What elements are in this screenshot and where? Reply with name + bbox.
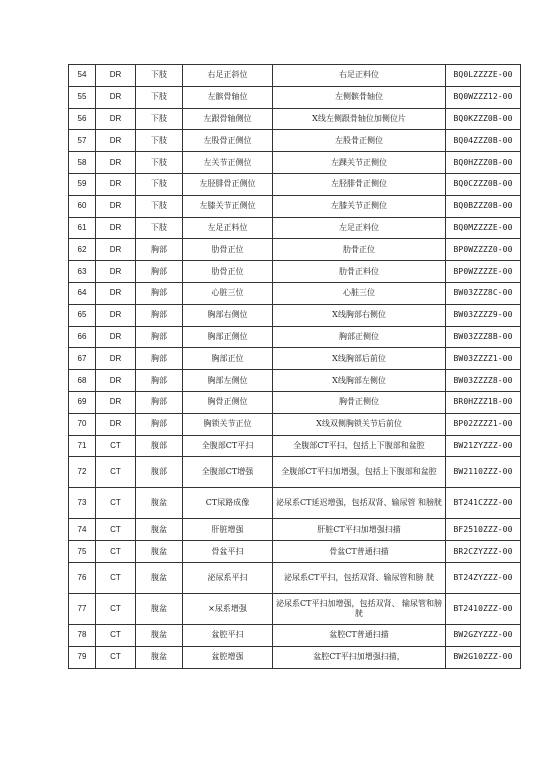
table-row — [69, 457, 521, 488]
modality-cell: DR — [96, 173, 136, 195]
exam-name-cell: 肝脏增强 — [183, 519, 273, 541]
exam-name-cell: 盆腔增强 — [183, 646, 273, 668]
body-part-cell: 胸部 — [136, 282, 183, 304]
exam-description-cell: 左膝关节正侧位 — [273, 195, 446, 217]
exam-code-cell: BQ0LZZZZE-00 — [446, 65, 521, 87]
table-row — [69, 326, 521, 348]
modality-cell: DR — [96, 86, 136, 108]
exam-description-cell: 肝脏CT平扫加增强扫描 — [273, 519, 446, 541]
exam-name-cell: ×尿系增强 — [183, 593, 273, 624]
table-row — [69, 519, 521, 541]
body-part-cell: 下肢 — [136, 152, 183, 174]
table-row — [69, 391, 521, 413]
body-part-cell: 胸部 — [136, 261, 183, 283]
exam-description-cell: X线双侧胸锁关节后前位 — [273, 413, 446, 435]
body-part-cell: 腹盆 — [136, 562, 183, 593]
exam-description-cell: 盆腔CT普通扫描 — [273, 624, 446, 646]
modality-cell: DR — [96, 195, 136, 217]
exam-name-cell: 左髌骨轴位 — [183, 86, 273, 108]
exam-code-cell: BW21ZYZZZ-00 — [446, 435, 521, 457]
exam-code-cell: BW03ZZZZ1-00 — [446, 348, 521, 370]
exam-description-cell: 肋骨正位 — [273, 239, 446, 261]
modality-cell: CT — [96, 519, 136, 541]
exam-description-cell: 左股骨正侧位 — [273, 130, 446, 152]
table-row — [69, 86, 521, 108]
exam-name-cell: 左膝关节正侧位 — [183, 195, 273, 217]
table-row — [69, 261, 521, 283]
body-part-cell: 下肢 — [136, 195, 183, 217]
exam-name-cell: 左跟骨轴侧位 — [183, 108, 273, 130]
exam-code-cell: BW03ZZZZ8-00 — [446, 370, 521, 392]
exam-description-cell: 全腹部CT平扫，包括上下腹部和盆腔 — [273, 435, 446, 457]
exam-code-cell: BT241CZZZ-00 — [446, 488, 521, 519]
exam-name-cell: 全腹部CT增强 — [183, 457, 273, 488]
modality-cell: DR — [96, 348, 136, 370]
table-row — [69, 624, 521, 646]
exam-description-cell: 肋骨正料位 — [273, 261, 446, 283]
row-number-cell: 61 — [69, 217, 96, 239]
table-row — [69, 348, 521, 370]
exam-table — [68, 64, 521, 669]
row-number-cell: 60 — [69, 195, 96, 217]
modality-cell: DR — [96, 370, 136, 392]
exam-description-cell: 骨盆CT普通扫描 — [273, 541, 446, 563]
modality-cell: DR — [96, 108, 136, 130]
modality-cell: DR — [96, 239, 136, 261]
body-part-cell: 胸部 — [136, 326, 183, 348]
table-row — [69, 593, 521, 624]
row-number-cell: 74 — [69, 519, 96, 541]
exam-code-cell: BP0WZZZZ0-00 — [446, 239, 521, 261]
row-number-cell: 56 — [69, 108, 96, 130]
exam-description-cell: 全腹部CT平扫加增强，包括上下腹部和盆腔 — [273, 457, 446, 488]
exam-description-cell: 泌尿系CT平扫，包括双肾、输尿管和膀 胱 — [273, 562, 446, 593]
exam-code-cell: BT2410ZZZ-00 — [446, 593, 521, 624]
body-part-cell: 下肢 — [136, 65, 183, 87]
exam-description-cell: X线胸部左侧位 — [273, 370, 446, 392]
row-number-cell: 58 — [69, 152, 96, 174]
exam-name-cell: 胸骨正侧位 — [183, 391, 273, 413]
modality-cell: CT — [96, 593, 136, 624]
exam-code-cell: BW03ZZZZ9-00 — [446, 304, 521, 326]
table-row — [69, 435, 521, 457]
row-number-cell: 57 — [69, 130, 96, 152]
table-row — [69, 130, 521, 152]
exam-code-cell: BW2G10ZZZ-00 — [446, 646, 521, 668]
row-number-cell: 59 — [69, 173, 96, 195]
exam-name-cell: 胸锁关节正位 — [183, 413, 273, 435]
exam-code-cell: BQ0CZZZ0B-00 — [446, 173, 521, 195]
row-number-cell: 71 — [69, 435, 96, 457]
row-number-cell: 70 — [69, 413, 96, 435]
exam-description-cell: 左足正料位 — [273, 217, 446, 239]
row-number-cell: 63 — [69, 261, 96, 283]
row-number-cell: 54 — [69, 65, 96, 87]
exam-description-cell: 泌尿系CT平扫加增强，包括双肾、 输尿管和膀胱 — [273, 593, 446, 624]
body-part-cell: 胸部 — [136, 239, 183, 261]
modality-cell: CT — [96, 488, 136, 519]
exam-name-cell: 肋骨正位 — [183, 261, 273, 283]
modality-cell: DR — [96, 130, 136, 152]
exam-description-cell: 胸骨正侧位 — [273, 391, 446, 413]
modality-cell: CT — [96, 541, 136, 563]
table-row — [69, 413, 521, 435]
body-part-cell: 下肢 — [136, 217, 183, 239]
row-number-cell: 68 — [69, 370, 96, 392]
exam-name-cell: 胸部左侧位 — [183, 370, 273, 392]
modality-cell: CT — [96, 646, 136, 668]
row-number-cell: 78 — [69, 624, 96, 646]
row-number-cell: 55 — [69, 86, 96, 108]
modality-cell: DR — [96, 261, 136, 283]
exam-code-cell: BT24ZYZZZ-00 — [446, 562, 521, 593]
modality-cell: CT — [96, 457, 136, 488]
exam-name-cell: 全腹部CT平扫 — [183, 435, 273, 457]
body-part-cell: 腹盆 — [136, 519, 183, 541]
exam-code-cell: BW2GZYZZZ-00 — [446, 624, 521, 646]
exam-name-cell: 左胫腓骨正侧位 — [183, 173, 273, 195]
exam-code-cell: BR2CZYZZZ-00 — [446, 541, 521, 563]
exam-name-cell: 骨盆平扫 — [183, 541, 273, 563]
modality-cell: DR — [96, 65, 136, 87]
modality-cell: DR — [96, 326, 136, 348]
exam-description-cell: 左胫腓骨正侧位 — [273, 173, 446, 195]
row-number-cell: 79 — [69, 646, 96, 668]
exam-description-cell: 左侧髌骨轴位 — [273, 86, 446, 108]
exam-name-cell: 右足正斜位 — [183, 65, 273, 87]
exam-description-cell: 右足正料位 — [273, 65, 446, 87]
exam-code-cell: BQ0HZZZ0B-00 — [446, 152, 521, 174]
exam-name-cell: 左股骨正侧位 — [183, 130, 273, 152]
body-part-cell: 腹部 — [136, 457, 183, 488]
row-number-cell: 67 — [69, 348, 96, 370]
modality-cell: DR — [96, 282, 136, 304]
exam-table-body — [69, 65, 521, 669]
modality-cell: CT — [96, 435, 136, 457]
row-number-cell: 62 — [69, 239, 96, 261]
body-part-cell: 下肢 — [136, 130, 183, 152]
body-part-cell: 胸部 — [136, 370, 183, 392]
exam-description-cell: X线胸部后前位 — [273, 348, 446, 370]
body-part-cell: 下肢 — [136, 173, 183, 195]
exam-name-cell: 心脏三位 — [183, 282, 273, 304]
body-part-cell: 腹盆 — [136, 488, 183, 519]
exam-code-cell: BW03ZZZ8B-00 — [446, 326, 521, 348]
exam-name-cell: 胸部正位 — [183, 348, 273, 370]
row-number-cell: 64 — [69, 282, 96, 304]
exam-code-cell: BQ0BZZZ0B-00 — [446, 195, 521, 217]
modality-cell: DR — [96, 152, 136, 174]
table-row — [69, 562, 521, 593]
body-part-cell: 胸部 — [136, 304, 183, 326]
exam-code-cell: BW2110ZZZ-00 — [446, 457, 521, 488]
body-part-cell: 胸部 — [136, 413, 183, 435]
exam-code-cell: BR0HZZZ1B-00 — [446, 391, 521, 413]
exam-description-cell: 胸部正侧位 — [273, 326, 446, 348]
body-part-cell: 腹盆 — [136, 624, 183, 646]
exam-description-cell: 盆腔CT平扫加增强扫描， — [273, 646, 446, 668]
exam-name-cell: 盆腔平扫 — [183, 624, 273, 646]
table-row — [69, 108, 521, 130]
row-number-cell: 65 — [69, 304, 96, 326]
body-part-cell: 下肢 — [136, 86, 183, 108]
table-row — [69, 488, 521, 519]
modality-cell: DR — [96, 413, 136, 435]
row-number-cell: 73 — [69, 488, 96, 519]
body-part-cell: 腹盆 — [136, 541, 183, 563]
exam-name-cell: 胸部右侧位 — [183, 304, 273, 326]
exam-name-cell: 左足正料位 — [183, 217, 273, 239]
row-number-cell: 77 — [69, 593, 96, 624]
exam-code-cell: BQ0WZZZ12-00 — [446, 86, 521, 108]
body-part-cell: 胸部 — [136, 348, 183, 370]
exam-code-cell: BP0WZZZZE-00 — [446, 261, 521, 283]
table-row — [69, 239, 521, 261]
row-number-cell: 76 — [69, 562, 96, 593]
row-number-cell: 75 — [69, 541, 96, 563]
table-row — [69, 541, 521, 563]
exam-description-cell: 泌尿系CT延迟增强，包括双肾、输尿管 和膀胱 — [273, 488, 446, 519]
exam-code-cell: BW03ZZZ8C-00 — [446, 282, 521, 304]
table-row — [69, 152, 521, 174]
row-number-cell: 69 — [69, 391, 96, 413]
exam-code-cell: BQ0KZZZ0B-00 — [446, 108, 521, 130]
modality-cell: DR — [96, 217, 136, 239]
exam-description-cell: X线胸部右侧位 — [273, 304, 446, 326]
table-row — [69, 304, 521, 326]
table-row — [69, 646, 521, 668]
body-part-cell: 腹部 — [136, 435, 183, 457]
exam-name-cell: 左关节正侧位 — [183, 152, 273, 174]
exam-description-cell: 心脏三位 — [273, 282, 446, 304]
exam-description-cell: X线左侧跟骨轴位加侧位片 — [273, 108, 446, 130]
exam-name-cell: 肋骨正位 — [183, 239, 273, 261]
modality-cell: DR — [96, 391, 136, 413]
table-row — [69, 173, 521, 195]
row-number-cell: 72 — [69, 457, 96, 488]
table-row — [69, 217, 521, 239]
exam-name-cell: 泌尿系平扫 — [183, 562, 273, 593]
table-row — [69, 282, 521, 304]
exam-code-cell: BQ0MZZZZE-00 — [446, 217, 521, 239]
table-row — [69, 370, 521, 392]
body-part-cell: 下肢 — [136, 108, 183, 130]
modality-cell: CT — [96, 562, 136, 593]
exam-name-cell: CT尿路成像 — [183, 488, 273, 519]
exam-name-cell: 胸部正侧位 — [183, 326, 273, 348]
body-part-cell: 胸部 — [136, 391, 183, 413]
exam-description-cell: 左踝关节正侧位 — [273, 152, 446, 174]
exam-code-cell: BQ04ZZZ0B-00 — [446, 130, 521, 152]
exam-code-cell: BF2510ZZZ-00 — [446, 519, 521, 541]
body-part-cell: 腹盆 — [136, 593, 183, 624]
modality-cell: CT — [96, 624, 136, 646]
body-part-cell: 腹盆 — [136, 646, 183, 668]
table-row — [69, 195, 521, 217]
modality-cell: DR — [96, 304, 136, 326]
table-row — [69, 65, 521, 87]
row-number-cell: 66 — [69, 326, 96, 348]
exam-code-cell: BP02ZZZZ1-00 — [446, 413, 521, 435]
